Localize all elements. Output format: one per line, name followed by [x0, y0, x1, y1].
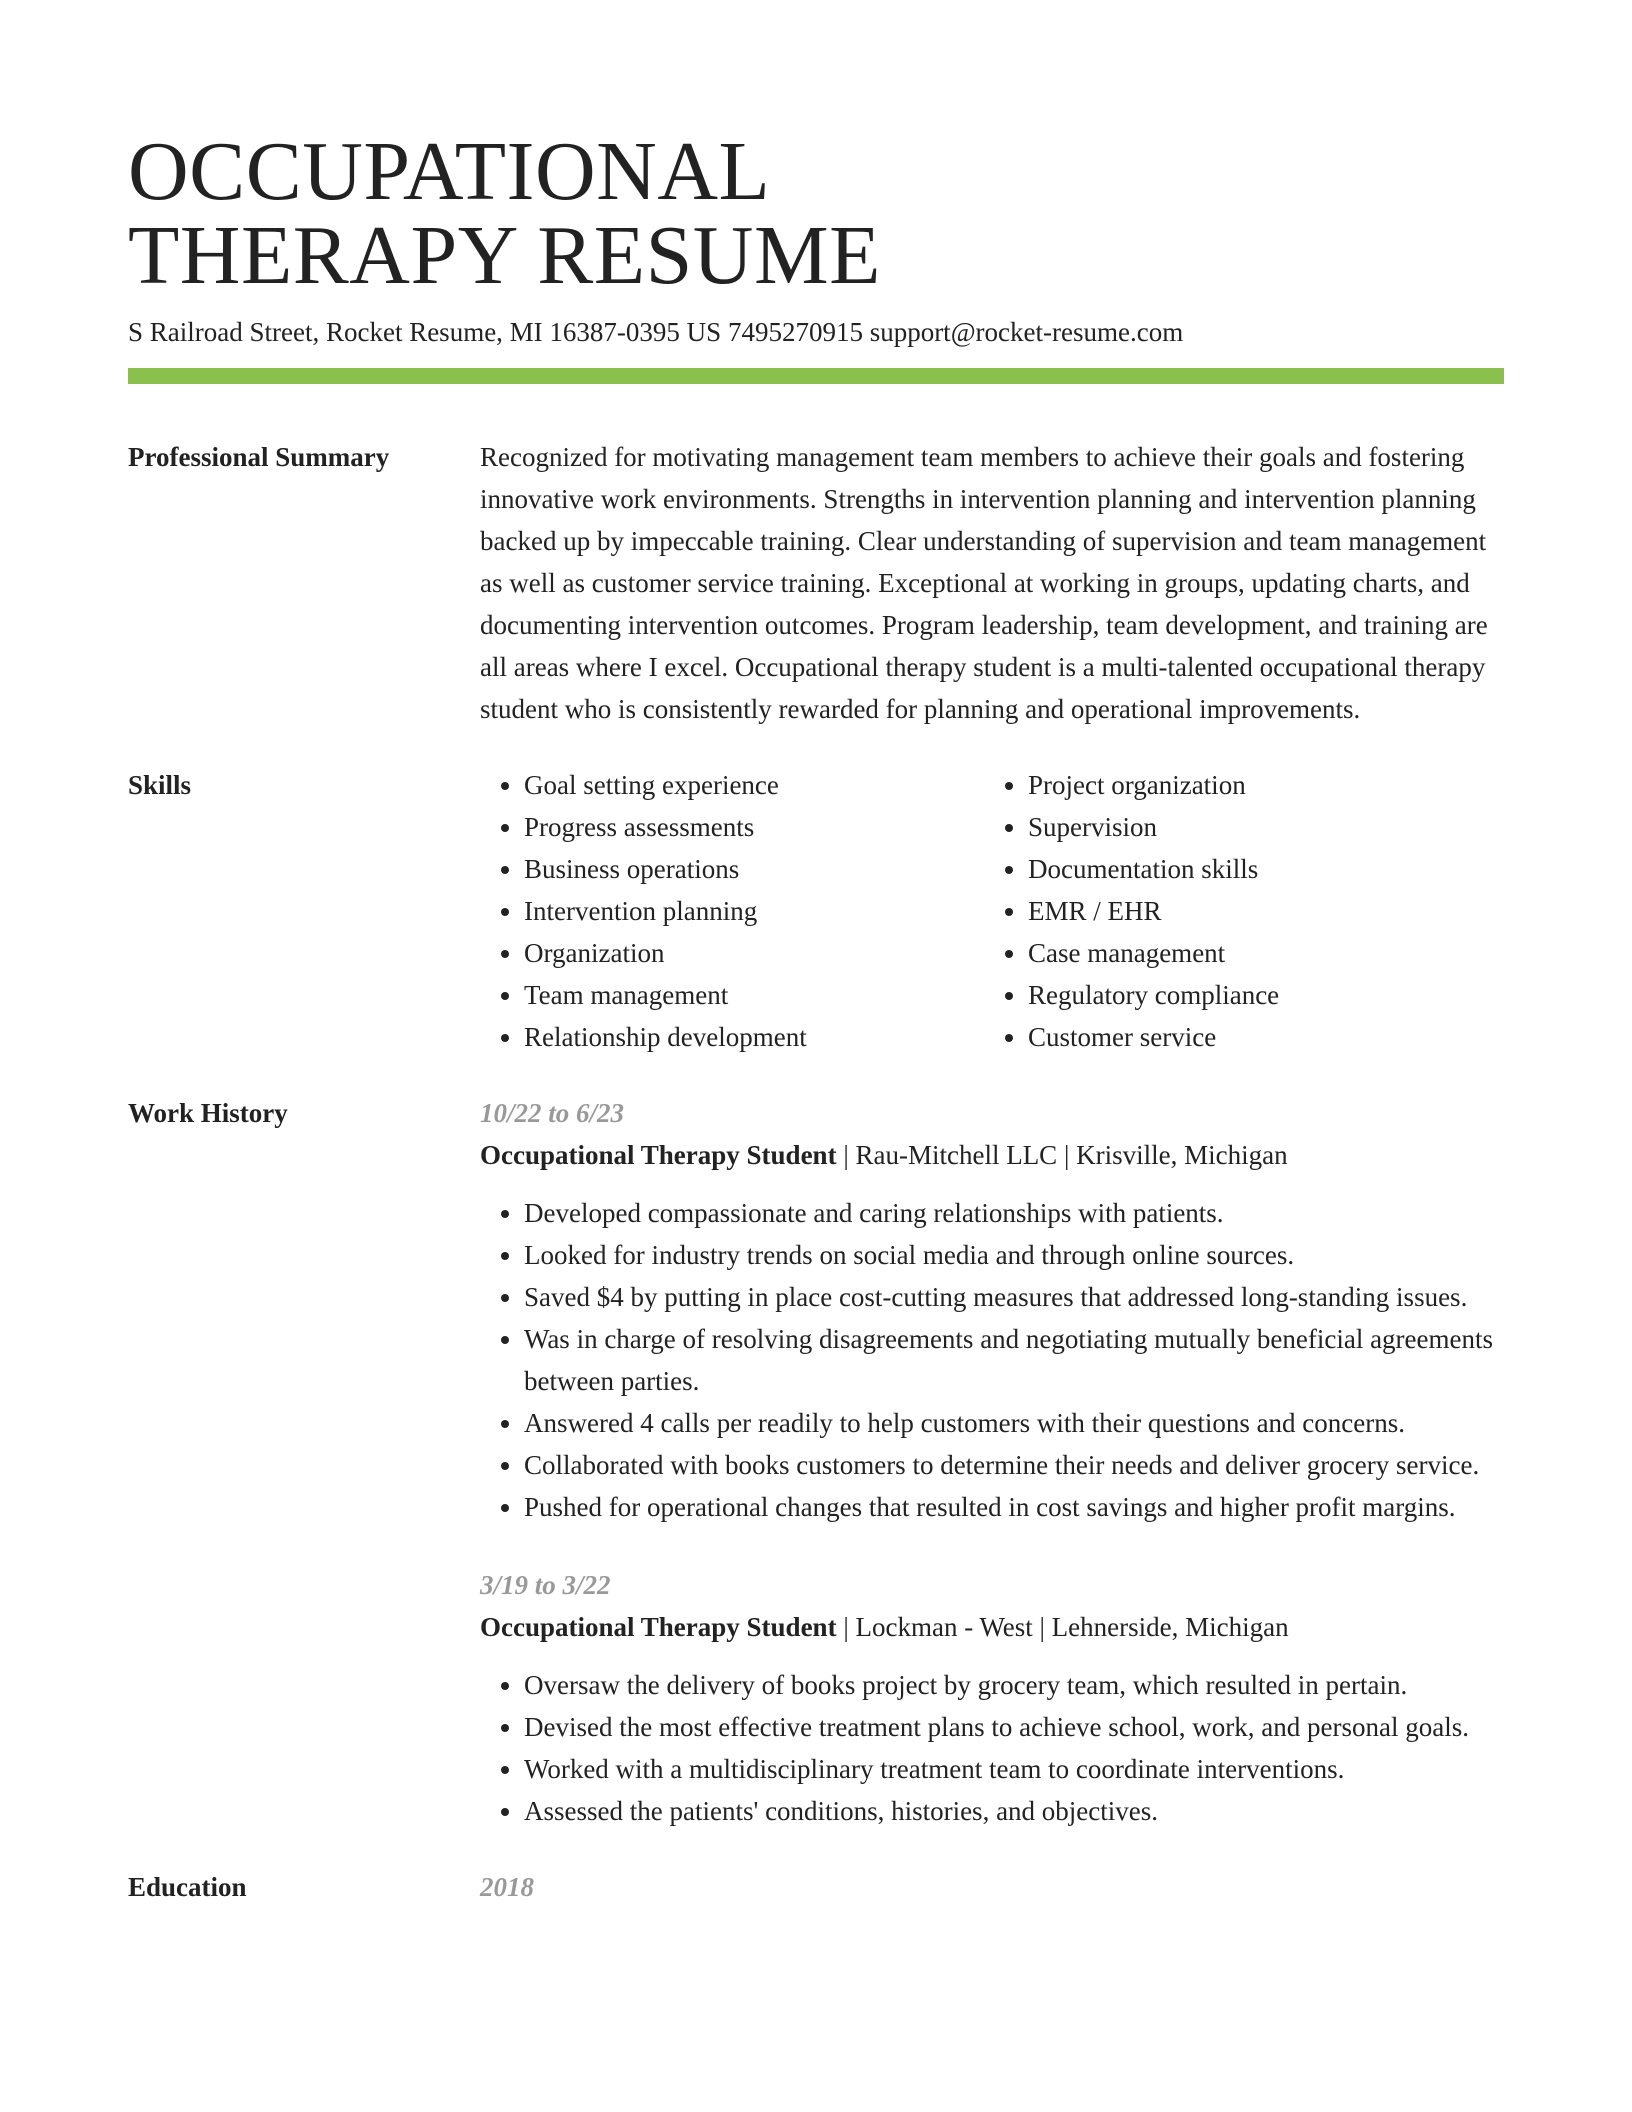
job-bullet: • Answered 4 calls per readily to help customers with their questions and concerns. [524, 1402, 1504, 1444]
work-history-section [128, 1092, 1504, 1832]
summary-body [480, 436, 1504, 730]
contact-line [128, 314, 1504, 350]
contact-address: S Railroad Street, Rocket Resume, MI 16387-0395 US [128, 317, 722, 347]
skill-item: • Organization [524, 932, 984, 974]
job-title: Occupational Therapy Student [480, 1612, 837, 1642]
skill-item: • Goal setting experience [524, 764, 984, 806]
skill-item: • Team management [524, 974, 984, 1016]
skill-item: • Business operations [524, 848, 984, 890]
skill-item: • Progress assessments [524, 806, 984, 848]
summary-text: Recognized for motivating management team members to achieve their goals and fostering innovative work environments. Strengths in intervention planning and intervention planning backed up by impeccable training. Clear understanding of supervision and team management as well as customer service training. Exceptional at working in groups, updating charts, and documenting intervention outcomes. Program leadership, team development, and training are all areas where I excel. Occupational therapy student is a multi-talented occupational therapy student who is consistently rewarded for planning and operational improvements. [480, 442, 1488, 724]
skill-item: • Supervision [1028, 806, 1488, 848]
accent-divider [128, 368, 1504, 384]
job-details: | Lockman - West | Lehnerside, Michigan [836, 1612, 1289, 1642]
work-history-body [480, 1092, 1504, 1832]
skill-item: • Intervention planning [524, 890, 984, 932]
job-details: | Rau-Mitchell LLC | Krisville, Michigan [836, 1140, 1288, 1170]
skill-item: • Documentation skills [1028, 848, 1488, 890]
job-entry [480, 1564, 1504, 1832]
skills-column-2 [984, 764, 1488, 1058]
job-bullets [480, 1192, 1504, 1528]
job-bullet: • Devised the most effective treatment plans to achieve school, work, and personal goals. [524, 1706, 1504, 1748]
job-bullet: • Pushed for operational changes that resulted in cost savings and higher profit margins. [524, 1486, 1504, 1528]
skill-item: • Regulatory compliance [1028, 974, 1488, 1016]
skill-item: • Customer service [1028, 1016, 1488, 1058]
education-label: Education [128, 1872, 247, 1902]
work-history-label: Work History [128, 1098, 288, 1128]
resume-title [128, 125, 1504, 302]
skills-column-1 [480, 764, 984, 1058]
job-bullet: • Collaborated with books customers to determine their needs and deliver grocery service. [524, 1444, 1504, 1486]
skill-item: • Project organization [1028, 764, 1488, 806]
job-bullet: • Was in charge of resolving disagreements and negotiating mutually beneficial agreements between parties. [524, 1318, 1504, 1402]
title-line-2: THERAPY RESUME [128, 209, 881, 302]
job-bullets [480, 1664, 1504, 1832]
skills-label: Skills [128, 770, 192, 800]
job-title-line [480, 1134, 1504, 1176]
contact-phone: 7495270915 [727, 317, 863, 347]
contact-email: support@rocket-resume.com [869, 317, 1184, 347]
job-title: Occupational Therapy Student [480, 1140, 837, 1170]
education-body [480, 1866, 1504, 1908]
skills-section [128, 764, 1504, 1058]
job-entry [480, 1092, 1504, 1528]
job-bullet: • Worked with a multidisciplinary treatment team to coordinate interventions. [524, 1748, 1504, 1790]
summary-section [128, 436, 1504, 730]
skill-item: • Relationship development [524, 1016, 984, 1058]
summary-label: Professional Summary [128, 442, 390, 472]
title-line-1: OCCUPATIONAL [128, 125, 771, 218]
job-bullet: • Saved $4 by putting in place cost-cutting measures that addressed long-standing issues. [524, 1276, 1504, 1318]
job-bullet: • Assessed the patients' conditions, histories, and objectives. [524, 1790, 1504, 1832]
skill-item: • EMR / EHR [1028, 890, 1488, 932]
resume-page [128, 125, 1504, 1908]
job-date: 3/19 to 3/22 [480, 1570, 611, 1600]
job-bullet: • Looked for industry trends on social media and through online sources. [524, 1234, 1504, 1276]
education-section [128, 1866, 1504, 1908]
job-title-line [480, 1606, 1504, 1648]
job-date: 10/22 to 6/23 [480, 1098, 625, 1128]
job-bullet: • Oversaw the delivery of books project by grocery team, which resulted in pertain. [524, 1664, 1504, 1706]
skills-body [480, 764, 1504, 1058]
education-date: 2018 [480, 1872, 534, 1902]
job-bullet: • Developed compassionate and caring relationships with patients. [524, 1192, 1504, 1234]
skill-item: • Case management [1028, 932, 1488, 974]
